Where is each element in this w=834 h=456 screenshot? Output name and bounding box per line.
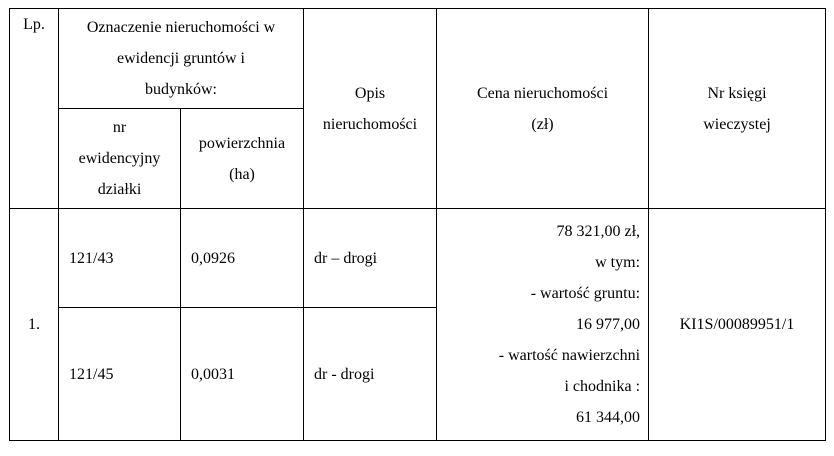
cell-parcel-nr: 121/45 [59, 308, 181, 441]
header-land-register [649, 9, 826, 209]
cell-land-register: KI1S/00089951/1 [649, 209, 826, 441]
header-lp: Lp. [10, 9, 59, 209]
price-line: w tym: [595, 254, 641, 271]
price-line: 61 344,00 [576, 409, 641, 426]
property-table [9, 8, 826, 441]
header-area [181, 109, 304, 209]
header-designation [59, 9, 304, 109]
header-land-register-line: Nr księgi [707, 84, 767, 102]
header-row-1 [10, 9, 826, 109]
cell-parcel-description: dr – drogi [304, 209, 437, 308]
header-nr-ewid [59, 109, 181, 209]
price-line: - wartość nawierzchni [498, 347, 641, 364]
table-row [10, 209, 826, 308]
cell-parcel-nr: 121/43 [59, 209, 181, 308]
header-designation-line: Oznaczenie nieruchomości w [86, 19, 276, 36]
header-description-line: nieruchomości [322, 115, 418, 133]
header-designation-line: budynków: [145, 81, 217, 98]
price-line: 16 977,00 [576, 316, 641, 333]
header-area-line: (ha) [229, 165, 255, 183]
header-nr-ewid-line: ewidencyjny [78, 150, 161, 167]
header-land-register-line: wieczystej [703, 115, 771, 133]
cell-parcel-description: dr - drogi [304, 308, 437, 441]
cell-parcel-area: 0,0031 [181, 308, 304, 441]
price-line: i chodnika : [564, 378, 641, 395]
cell-lp: 1. [10, 209, 59, 441]
cell-price [437, 209, 649, 441]
header-price [437, 9, 649, 209]
cell-parcel-area: 0,0926 [181, 209, 304, 308]
header-designation-line: ewidencji gruntów i [117, 50, 245, 67]
header-nr-ewid-line: działki [97, 181, 142, 198]
header-description [304, 9, 437, 209]
price-line: - wartość gruntu: [530, 285, 641, 302]
header-area-line: powierzchnia [198, 134, 286, 152]
header-description-line: Opis [354, 84, 386, 102]
header-price-line: (zł) [531, 115, 554, 133]
price-line: 78 321,00 zł, [556, 223, 641, 240]
header-price-line: Cena nieruchomości [476, 84, 609, 102]
header-nr-ewid-line: nr [112, 119, 127, 136]
